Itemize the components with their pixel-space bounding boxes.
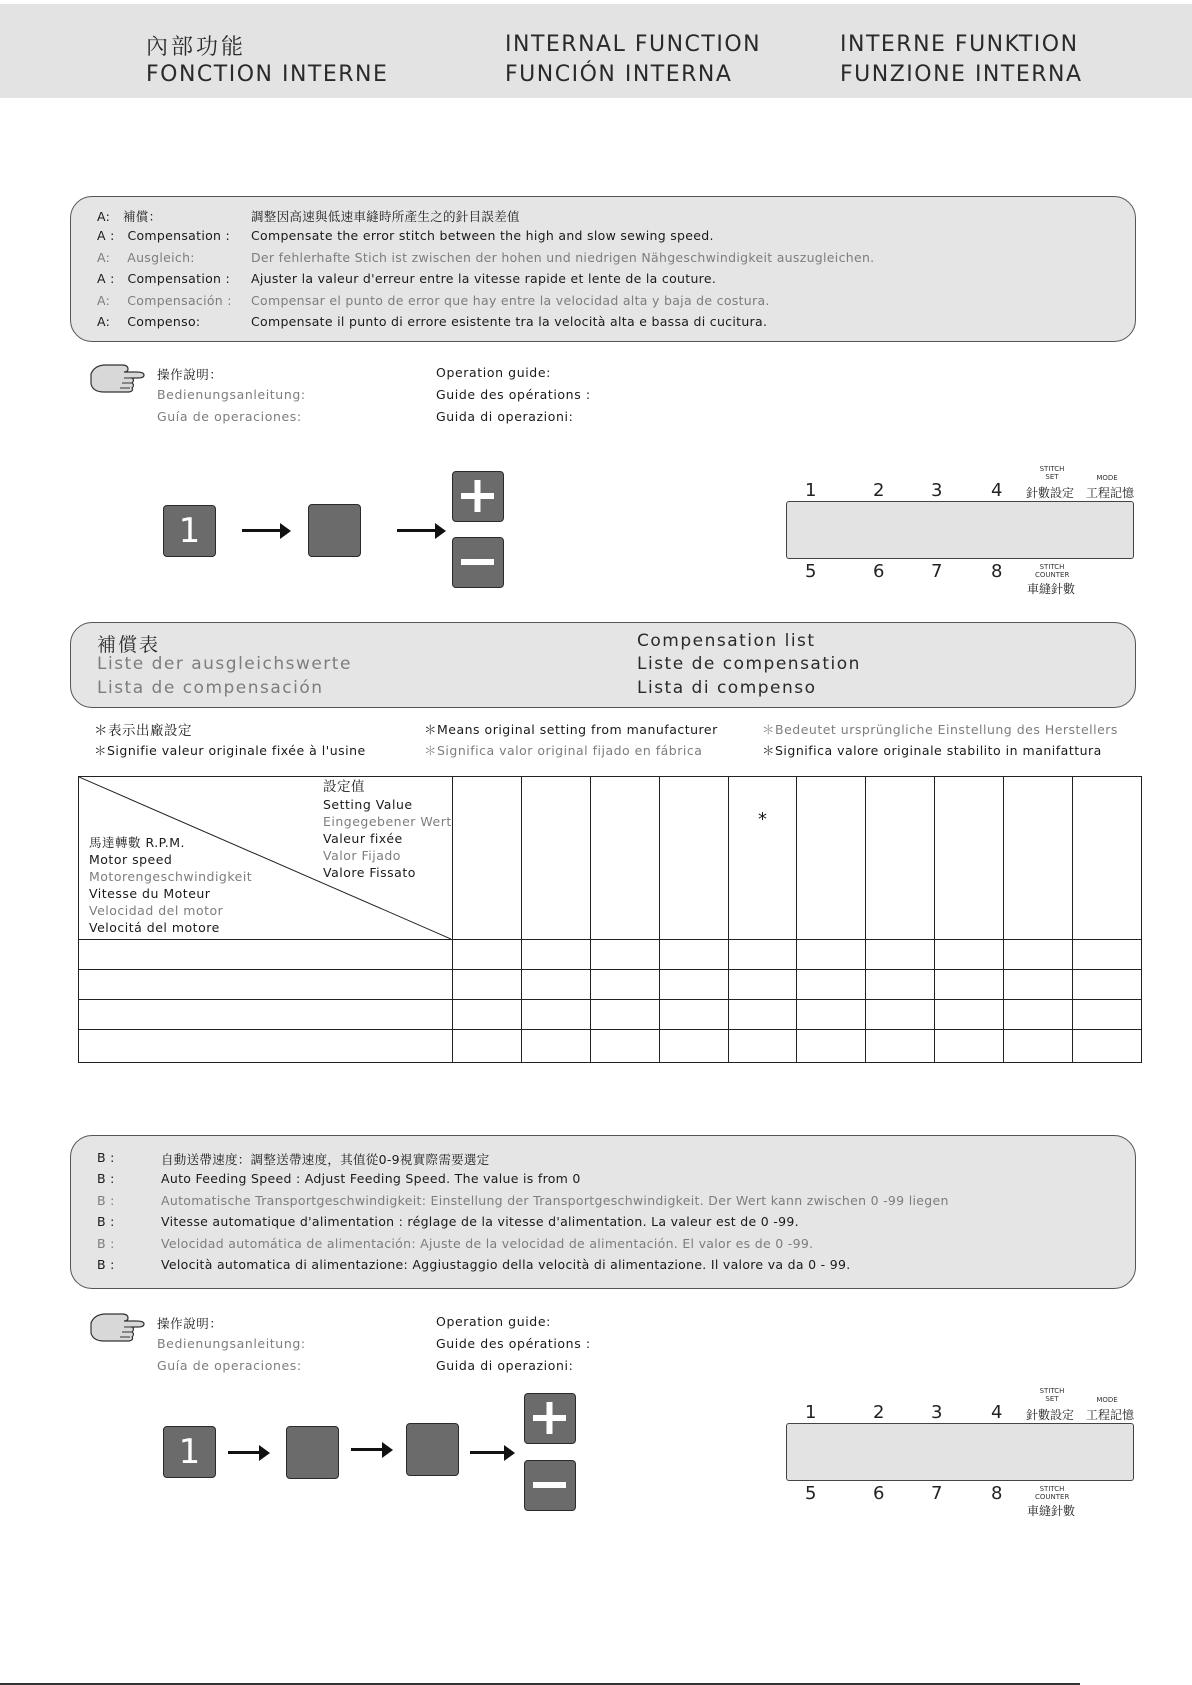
value-header-cell[interactable] [590,777,659,940]
panel-number: 6 [873,561,885,582]
section-a-row-label: A: 補償： [97,209,162,224]
minus-key[interactable] [524,1460,576,1511]
section-a-row-text: Der fehlerhafte Stich ist zwischen der hohen und niedrigen Nähgeschwindigkeit auszugleichen. [251,249,875,265]
guide-en: Operation guide: [436,365,551,380]
title-de: INTERNE FUNKTION [840,32,1079,57]
panel-number: 7 [931,561,943,582]
section-a-row-label: A: Compenso: [97,314,201,329]
value-cell[interactable] [797,1030,866,1063]
guide-fr: Guide des opérations : [436,387,591,402]
motor-speed-label: Vitesse du Moteur [89,886,211,901]
stitch-set-label: STITCH SET [1039,1387,1065,1403]
value-cell[interactable] [659,1000,728,1030]
panel-number: 1 [805,480,817,501]
section-b-row-label: B : [97,1192,115,1208]
value-cell[interactable] [659,940,728,970]
motor-speed-label: 馬達轉數 R.P.M. [89,835,186,850]
value-header-cell[interactable] [1073,777,1142,940]
section-b-row [97,1214,1117,1232]
value-cell[interactable] [728,970,797,1000]
value-cell[interactable] [453,1000,522,1030]
value-cell[interactable] [590,940,659,970]
title-fr: FONCTION INTERNE [146,62,389,87]
stitch-counter-label: STITCH COUNTER [1035,563,1070,579]
value-cell[interactable] [590,970,659,1000]
section-a-row-label: A : Compensation : [97,228,231,244]
note-de: ＊Bedeutet ursprüngliche Einstellung des Herstellers [762,722,1118,737]
section-b-row [97,1150,1117,1168]
value-header-cell[interactable] [866,777,935,940]
section-a-row [97,293,1117,311]
stitch-counter-zh: 車縫針數 [1027,1504,1076,1518]
value-cell[interactable] [1073,940,1142,970]
mode-label: MODE [1096,1396,1118,1404]
section-b-row-text: Auto Feeding Speed : Adjust Feeding Speed. The value is from 0 [161,1171,581,1187]
value-cell[interactable] [728,1000,797,1030]
value-cell[interactable] [521,970,590,1000]
value-cell[interactable] [521,1030,590,1063]
default-marker: * [758,809,767,830]
value-header-cell[interactable] [521,777,590,940]
note-fr: ＊Signifie valeur originale fixée à l'usine [94,743,366,758]
table-row [79,1000,1142,1030]
note-zh: ＊表示出廠設定 [94,723,192,739]
plus-key[interactable] [524,1393,576,1444]
table-row [79,940,1142,970]
setting-value-label: Valor Fijado [323,848,401,863]
title-it: FUNZIONE INTERNA [840,62,1083,87]
guide-en: Operation guide: [436,1314,551,1329]
plus-icon [525,1394,574,1442]
value-cell[interactable] [521,940,590,970]
mode-zh: 工程記憶 [1086,486,1135,500]
setting-value-label: Valeur fixée [323,831,403,846]
value-cell[interactable] [797,1000,866,1030]
guide-de: Bedienungsanleitung: [157,387,306,402]
section-a-row-text: Compensate il punto di errore esistente tra la velocità alta e bassa di cucitura. [251,314,768,329]
value-cell[interactable] [1073,1000,1142,1030]
section-b-row-text: Velocidad automática de alimentación: Ajuste de la velocidad de alimentación. El valor es de 0 -99. [161,1235,814,1251]
note-en: ＊Means original setting from manufacturer [424,722,718,737]
table-row [79,1030,1142,1063]
value-cell[interactable] [866,940,935,970]
value-cell[interactable] [866,1030,935,1063]
plus-key[interactable] [452,471,504,522]
value-header-cell[interactable] [935,777,1004,940]
arrow-icon [397,529,437,532]
value-header-cell[interactable] [453,777,522,940]
guide-es: Guía de operaciones: [157,409,302,424]
value-cell[interactable] [659,970,728,1000]
value-cell[interactable] [590,1000,659,1030]
section-a-row [97,250,1117,268]
panel-number: 5 [805,561,817,582]
speed-cell[interactable] [79,1000,453,1030]
setting-value-label: Setting Value [323,797,413,812]
display-window [786,501,1134,559]
display-window [786,1423,1134,1481]
section-a-row-label: A : Compensation : [97,271,231,287]
key-1[interactable]: 1 [163,505,216,557]
section-a-row-label: A: Ausgleich: [97,249,195,265]
section-a-row-text: 調整因高速與低速車縫時所產生之的針目誤差值 [251,209,520,224]
motor-speed-label: Motor speed [89,852,173,867]
value-cell[interactable] [1004,940,1073,970]
guide-fr: Guide des opérations : [436,1336,591,1351]
motor-speed-label: Motorengeschwindigkeit [89,869,253,884]
section-a-row-text: Ajuster la valeur d'erreur entre la vitesse rapide et lente de la couture. [251,271,717,287]
panel-number: 6 [873,1483,885,1504]
comp-list-it: Lista di compenso [637,678,817,698]
key-1[interactable]: 1 [163,1426,216,1478]
guide-de: Bedienungsanleitung: [157,1336,306,1351]
minus-key[interactable] [452,537,504,588]
section-b-row [97,1236,1117,1254]
pointing-hand-icon [88,360,146,396]
comp-list-es: Lista de compensación [97,678,324,698]
panel-number: 8 [991,1483,1003,1504]
table-header-cell [79,777,451,939]
title-zh: 內部功能 [146,35,247,60]
blank-key[interactable] [406,1423,459,1476]
section-a-row [97,207,1117,225]
page-header [0,4,1192,98]
panel-number: 2 [873,1402,885,1423]
comp-list-de: Liste der ausgleichswerte [97,654,352,674]
value-cell[interactable] [1073,1030,1142,1063]
panel-number: 2 [873,480,885,501]
arrow-icon [242,529,282,532]
value-cell[interactable] [935,1000,1004,1030]
value-cell[interactable] [935,970,1004,1000]
guide-it: Guida di operazioni: [436,409,574,424]
value-cell[interactable] [797,940,866,970]
section-b-row-label: B : [97,1257,115,1272]
value-cell[interactable] [935,940,1004,970]
value-cell[interactable] [453,1030,522,1063]
setting-value-label: Valore Fissato [323,865,416,880]
value-cell[interactable] [521,1000,590,1030]
section-a-row-text: Compensar el punto de error que hay entre la velocidad alta y baja de costura. [251,292,770,308]
panel-number: 3 [931,480,943,501]
value-cell[interactable] [1004,1000,1073,1030]
arrow-icon [228,1451,261,1454]
speed-cell[interactable] [79,940,453,970]
section-b-row [97,1257,1117,1275]
title-en: INTERNAL FUNCTION [505,32,762,57]
section-b-row-label: B : [97,1150,115,1165]
panel-number: 7 [931,1483,943,1504]
section-b-row-text: Velocità automatica di alimentazione: Aggiustaggio della velocità di alimentazione. Il valore va da 0 - 99. [161,1257,851,1272]
speed-cell[interactable] [79,1030,453,1063]
stitch-set-label: STITCH SET [1039,465,1065,481]
section-b-row-text: Vitesse automatique d'alimentation : réglage de la vitesse d'alimentation. La valeur est de 0 -99. [161,1214,799,1230]
speed-cell[interactable] [79,970,453,1000]
value-cell[interactable] [728,1030,797,1063]
mode-zh: 工程記憶 [1086,1408,1135,1422]
section-b-row-text: Automatische Transportgeschwindigkeit: Einstellung der Transportgeschwindigkeit. Der Wert kann zwischen 0 -99 liegen [161,1192,949,1208]
value-header-cell[interactable] [1004,777,1073,940]
panel-number: 1 [805,1402,817,1423]
section-b-row-text: 自動送帶速度：調整送帶速度，其值從0-9視實際需要選定 [161,1152,490,1167]
section-b-row [97,1171,1117,1189]
value-cell[interactable] [1004,970,1073,1000]
plus-icon [453,472,502,520]
panel-number: 4 [991,1402,1003,1423]
comp-list-zh: 補償表 [97,634,161,656]
compensation-list-box [70,622,1136,708]
section-b-row-label: B : [97,1214,115,1230]
value-header-cell[interactable] [797,777,866,940]
value-cell[interactable] [659,1030,728,1063]
section-b-row-label: B : [97,1235,115,1251]
comp-list-en: Compensation list [637,631,816,651]
section-a-row [97,314,1117,332]
value-cell[interactable] [866,1000,935,1030]
note-it: ＊Significa valore originale stabilito in manifattura [762,743,1102,758]
value-cell[interactable] [797,970,866,1000]
minus-icon [453,538,502,586]
section-a-row [97,228,1117,246]
guide-zh: 操作說明： [157,367,223,382]
blank-key[interactable] [286,1426,339,1479]
value-header-cell[interactable] [659,777,728,940]
table-row [79,970,1142,1000]
mode-label: MODE [1096,474,1118,482]
arrow-icon [351,1448,384,1451]
value-cell[interactable] [453,970,522,1000]
comp-list-fr: Liste de compensation [637,654,861,674]
arrow-icon [470,1451,506,1454]
setting-value-label: 設定值 [323,779,365,795]
panel-number: 3 [931,1402,943,1423]
value-cell[interactable] [1004,1030,1073,1063]
section-a-row-label: A: Compensación : [97,292,232,308]
value-cell[interactable] [935,1030,1004,1063]
value-header-cell[interactable] [728,777,797,940]
section-b-box [70,1135,1136,1289]
panel-number: 8 [991,561,1003,582]
guide-es: Guía de operaciones: [157,1358,302,1373]
section-a-row [97,271,1117,289]
blank-key[interactable] [308,504,361,557]
section-a-box [70,196,1136,342]
value-cell[interactable] [453,940,522,970]
section-b-row-label: B : [97,1171,115,1187]
value-cell[interactable] [728,940,797,970]
motor-speed-label: Velocidad del motor [89,903,224,918]
stitch-set-zh: 針數設定 [1026,486,1075,500]
guide-zh: 操作說明： [157,1316,223,1331]
value-cell[interactable] [1073,970,1142,1000]
section-b-row [97,1193,1117,1211]
minus-icon [525,1461,574,1509]
stitch-counter-zh: 車縫針數 [1027,582,1076,596]
section-a-row-text: Compensate the error stitch between the high and slow sewing speed. [251,228,714,244]
stitch-set-zh: 針數設定 [1026,1408,1075,1422]
guide-it: Guida di operazioni: [436,1358,574,1373]
pointing-hand-icon [88,1309,146,1345]
value-cell[interactable] [866,970,935,1000]
value-cell[interactable] [590,1030,659,1063]
panel-number: 5 [805,1483,817,1504]
title-es: FUNCIÓN INTERNA [505,62,733,87]
stitch-counter-label: STITCH COUNTER [1035,1485,1070,1501]
panel-number: 4 [991,480,1003,501]
note-es: ＊Significa valor original fijado en fábrica [424,743,703,758]
setting-value-label: Eingegebener Wert [323,814,452,829]
motor-speed-label: Velocitá del motore [89,920,220,935]
